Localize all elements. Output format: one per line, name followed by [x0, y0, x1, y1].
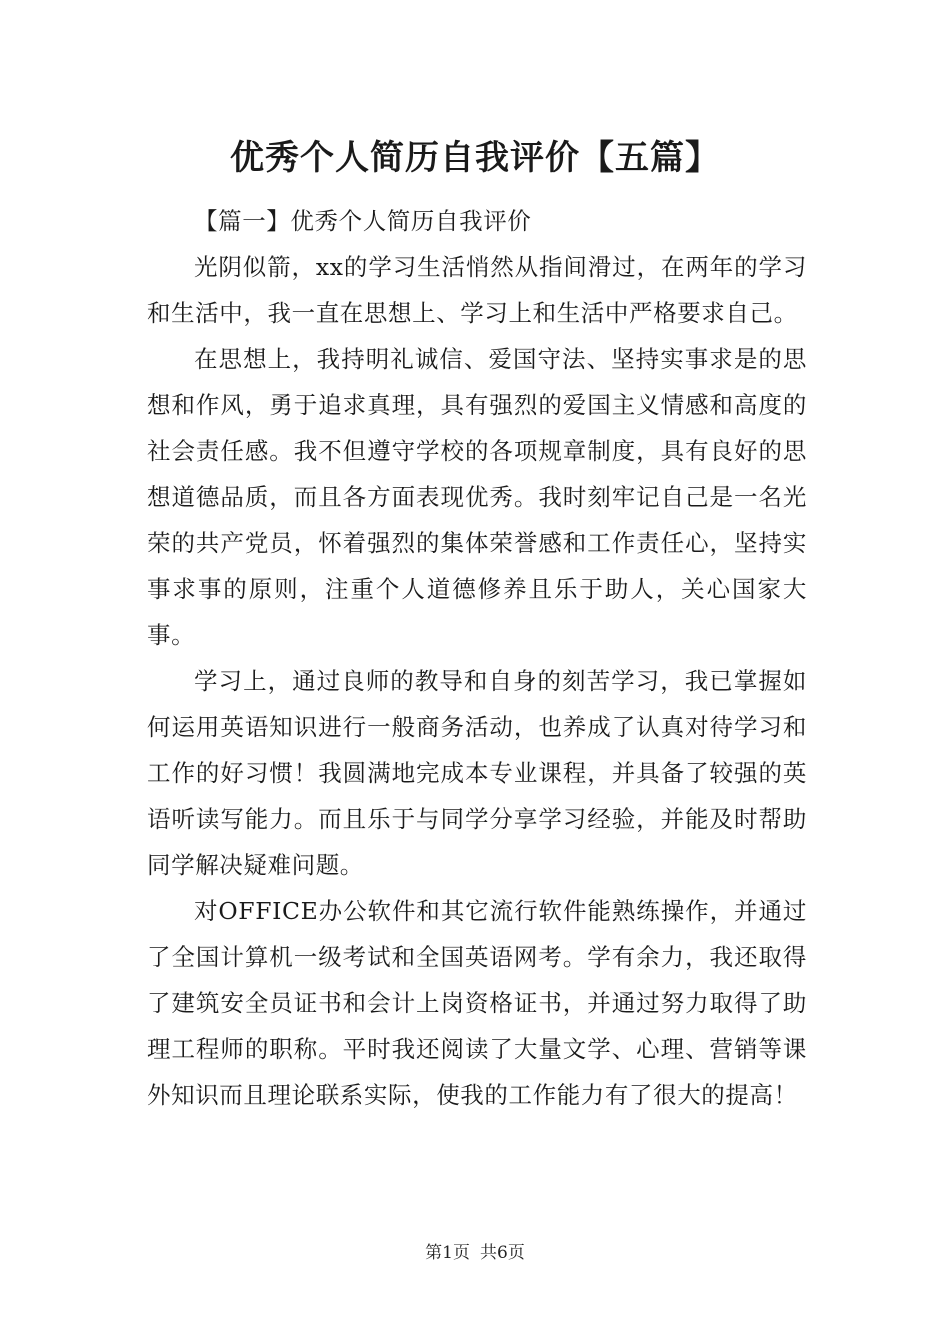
page-number: 第1页 [425, 1243, 470, 1263]
document-title: 优秀个人简历自我评价【五篇】 [230, 138, 720, 178]
paragraph-intro: 光阴似箭，xx的学习生活悄然从指间滑过，在两年的学习和生活中，我一直在思想上、学习上和生活中严格要求自己。 [147, 253, 807, 327]
section-heading: 【篇一】优秀个人简历自我评价 [194, 207, 532, 235]
document-body [147, 198, 807, 1118]
paragraph-skills: 对OFFICE办公软件和其它流行软件能熟练操作，并通过了全国计算机一级考试和全国英语网考。学有余力，我还取得了建筑安全员证书和会计上岗资格证书，并通过努力取得了助理工程师的职称。平时我还阅读了大量文学、心理、营销等课外知识而且理论联系实际，使我的工作能力有了很大的提高！ [147, 897, 807, 1109]
page-total: 共6页 [480, 1243, 525, 1263]
paragraph-study: 学习上，通过良师的教导和自身的刻苦学习，我已掌握如何运用英语知识进行一般商务活动，也养成了认真对待学习和工作的好习惯！我圆满地完成本专业课程，并具备了较强的英语听读写能力。而且乐于与同学分享学习经验，并能及时帮助同学解决疑难问题。 [147, 667, 807, 879]
page-footer [0, 1240, 950, 1266]
paragraph-ideology: 在思想上，我持明礼诚信、爱国守法、坚持实事求是的思想和作风，勇于追求真理，具有强烈的爱国主义情感和高度的社会责任感。我不但遵守学校的各项规章制度，具有良好的思想道德品质，而且各方面表现优秀。我时刻牢记自己是一名光荣的共产党员，怀着强烈的集体荣誉感和工作责任心，坚持实事求事的原则，注重个人道德修养且乐于助人，关心国家大事。 [147, 345, 807, 649]
